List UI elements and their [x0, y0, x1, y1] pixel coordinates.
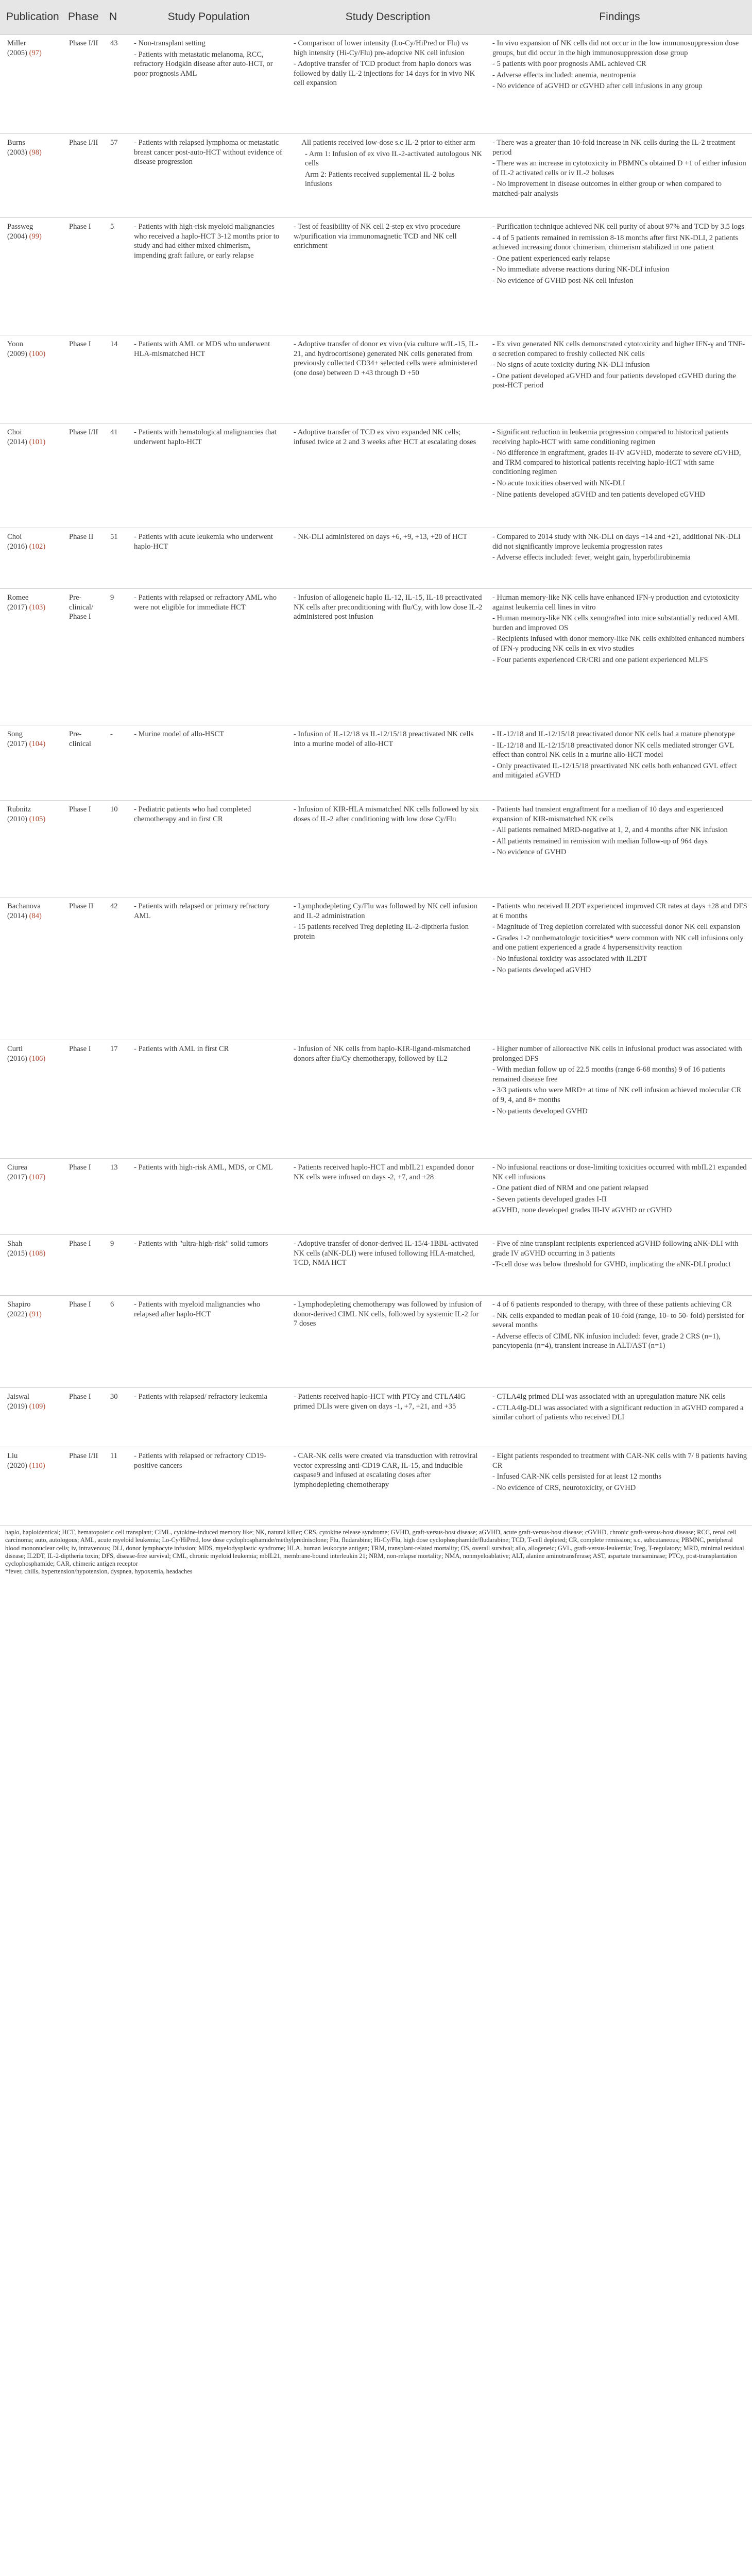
publication-year: (2009): [7, 349, 27, 358]
year-line: [7, 542, 60, 552]
finding-line: - Seven patients developed grades I-II: [492, 1195, 607, 1204]
population-line: - Murine model of allo-HSCT: [134, 730, 225, 738]
population-cell: [129, 134, 288, 218]
population-cell: [129, 589, 288, 725]
description-cell: [288, 218, 487, 335]
reference-link[interactable]: (91): [29, 1310, 42, 1318]
findings-cell: [487, 423, 752, 528]
publication-year: (2016): [7, 1054, 27, 1063]
population-cell: [129, 423, 288, 528]
description-line: - Comparison of lower intensity (Lo-Cy/HiPred or Flu) vs high intensity (Hi-Cy/Flu) pre-adoptive NK cell infusion: [294, 39, 468, 57]
finding-line: - Significant reduction in leukemia progression compared to historical patients receiving haplo-HCT with same conditioning regimen: [492, 428, 729, 446]
population-line: - Patients with AML in first CR: [134, 1045, 229, 1053]
publication-cell: [0, 1159, 64, 1235]
finding-line: - Eight patients responded to treatment with CAR-NK cells with 7/ 8 patients having CR: [492, 1452, 747, 1470]
finding-line: - No acute toxicities observed with NK-DLI: [492, 479, 625, 487]
finding-line: - In vivo expansion of NK cells did not occur in the low immunosuppression dose groups, but did occur in the high immunosuppression dose group: [492, 39, 739, 57]
n-cell: 43: [105, 35, 129, 134]
description-cell: [288, 1296, 487, 1388]
author-name: Romee: [7, 594, 29, 602]
n-cell: 11: [105, 1447, 129, 1526]
year-line: [7, 148, 60, 158]
publication-cell: [0, 801, 64, 897]
description-line: - CAR-NK cells were created via transduction with retroviral vector expressing anti-CD19 CAR, IL-15, and inducible caspase9 and infused at escalating doses after lymphodepleting chemotherapy: [294, 1452, 478, 1489]
population-cell: [129, 801, 288, 897]
author-name: Curti: [7, 1045, 23, 1053]
year-line: [7, 815, 60, 824]
finding-line: - Patients had transient engraftment for a median of 10 days and experienced expansion of KIR-mismatched NK cells: [492, 805, 724, 823]
n-cell: 57: [105, 134, 129, 218]
finding-line: - 4 of 6 patients responded to therapy, with three of these patients achieving CR: [492, 1300, 732, 1309]
year-line: [7, 911, 60, 921]
finding-line: - Ex vivo generated NK cells demonstrated cytotoxicity and higher IFN-γ and TNF-α secretion compared to freshly collected NK cells: [492, 340, 745, 358]
publication-year: (2019): [7, 1402, 27, 1411]
year-line: [7, 1461, 60, 1471]
population-line: - Patients with hematological malignancies that underwent haplo-HCT: [134, 428, 277, 446]
reference-link[interactable]: (102): [29, 542, 46, 551]
findings-cell: [487, 134, 752, 218]
publication-year: (2022): [7, 1310, 27, 1318]
description-line: - Infusion of IL-12/18 vs IL-12/15/18 preactivated NK cells into a murine model of allo-HCT: [294, 730, 474, 748]
n-cell: 41: [105, 423, 129, 528]
description-cell: [288, 423, 487, 528]
reference-link[interactable]: (103): [29, 603, 46, 612]
phase-cell: Phase I: [64, 218, 105, 335]
description-line: - Adoptive transfer of TCD ex vivo expanded NK cells; infused twice at 2 and 3 weeks after HCT at escalating doses: [294, 428, 476, 446]
publication-cell: [0, 897, 64, 1040]
population-cell: [129, 1040, 288, 1159]
publication-cell: [0, 1296, 64, 1388]
table-row: [0, 1388, 752, 1447]
finding-line: - One patient experienced early relapse: [492, 254, 610, 263]
finding-line: - There was a greater than 10-fold increase in NK cells during the IL-2 treatment period: [492, 139, 736, 157]
description-cell: [288, 801, 487, 897]
finding-line: -T-cell dose was below threshold for GVHD, implicating the aNK-DLI product: [492, 1260, 731, 1269]
finding-line: - No evidence of CRS, neurotoxicity, or GVHD: [492, 1483, 636, 1492]
finding-line: - Nine patients developed aGVHD and ten patients developed cGVHD: [492, 490, 705, 499]
findings-cell: [487, 218, 752, 335]
publication-year: (2017): [7, 1173, 27, 1181]
findings-cell: [487, 335, 752, 423]
description-line: - Lymphodepleting Cy/Flu was followed by NK cell infusion and IL-2 administration: [294, 902, 477, 920]
finding-line: - Human memory-like NK cells have enhanced IFN-γ production and cytotoxicity against leukemia cell lines in vitro: [492, 594, 739, 612]
finding-line: - No infusional reactions or dose-limiting toxicities occurred with mbIL21 expanded NK cell infusions: [492, 1163, 747, 1181]
finding-line: - All patients remained in remission with median follow-up of 964 days: [492, 837, 708, 845]
description-line: Arm 2: Patients received supplemental IL-2 bolus infusions: [305, 170, 455, 189]
description-line: - Arm 1: Infusion of ex vivo IL-2-activated autologous NK cells: [305, 149, 483, 168]
author-name: Passweg: [7, 223, 33, 231]
header-publication: Publication: [0, 0, 64, 35]
publication-cell: [0, 423, 64, 528]
finding-line: - Higher number of alloreactive NK cells in infusional product was associated with prolonged DFS: [492, 1045, 742, 1063]
finding-line: - Purification technique achieved NK cell purity of about 97% and TCD by 3.5 logs: [492, 223, 744, 231]
finding-line: - There was an increase in cytotoxicity in PBMNCs obtained D +1 of either infusion of IL-2 activated cells or iv IL-2 boluses: [492, 159, 746, 177]
finding-line: - Adverse effects of CIML NK infusion included: fever, grade 2 CRS (n=1), pancytopenia (n=4), transient increase in ALT/AST (n=1): [492, 1332, 721, 1350]
finding-line: - 3/3 patients who were MRD+ at time of NK cell infusion achieved molecular CR of 9, 4, and 8+ months: [492, 1086, 742, 1104]
finding-line: - Adverse effects included: fever, weight gain, hyperbilirubinemia: [492, 553, 691, 562]
description-line: - NK-DLI administered on days +6, +9, +13, +20 of HCT: [294, 533, 468, 541]
footnote-note: *fever, chills, hypertension/hypotension, dyspnea, hypoxemia, headaches: [5, 1568, 193, 1575]
publication-cell: [0, 218, 64, 335]
author-name: Ciurea: [7, 1163, 27, 1172]
reference-link[interactable]: (99): [29, 232, 42, 241]
findings-cell: [487, 897, 752, 1040]
n-cell: 9: [105, 589, 129, 725]
findings-cell: [487, 1159, 752, 1235]
phase-cell: Phase I/II: [64, 35, 105, 134]
description-line: All patients received low-dose s.c IL-2 prior to either arm: [301, 139, 475, 147]
description-line: - Test of feasibility of NK cell 2-step ex vivo procedure w/purification via immunomagnetic TCD and NK cell enrichment: [294, 223, 460, 250]
population-line: - Patients with relapsed lymphoma or metastatic breast cancer post-auto-HCT without evidence of disease progression: [134, 139, 282, 166]
author-name: Choi: [7, 533, 22, 541]
phase-cell: Phase I: [64, 801, 105, 897]
table-row: [0, 528, 752, 589]
publication-year: (2017): [7, 603, 27, 612]
description-cell: [288, 335, 487, 423]
table-row: [0, 134, 752, 218]
description-line: - Infusion of NK cells from haplo-KIR-ligand-mismatched donors after flu/Cy chemotherapy, followed by IL2: [294, 1045, 470, 1063]
table-row: [0, 725, 752, 801]
description-line: - 15 patients received Treg depleting IL-2-diptheria fusion protein: [294, 923, 469, 941]
finding-line: - No difference in engraftment, grades II-IV aGVHD, moderate to severe cGVHD, and TRM compared to historical patients receiving haplo-HCT with same conditioning regimen: [492, 449, 741, 477]
publication-cell: [0, 1447, 64, 1526]
reference-link[interactable]: (105): [29, 815, 46, 823]
publication-cell: [0, 589, 64, 725]
publication-year: (2014): [7, 911, 27, 920]
phase-cell: Phase II: [64, 528, 105, 589]
table-body: [0, 35, 752, 1526]
population-line: - Patients with "ultra-high-risk" solid tumors: [134, 1240, 268, 1248]
population-cell: [129, 1388, 288, 1447]
publication-cell: [0, 1040, 64, 1159]
reference-link[interactable]: (104): [29, 739, 46, 748]
publication-year: (2004): [7, 232, 27, 241]
publication-cell: [0, 528, 64, 589]
population-cell: [129, 897, 288, 1040]
year-line: [7, 603, 60, 613]
findings-cell: [487, 528, 752, 589]
publication-cell: [0, 35, 64, 134]
findings-cell: [487, 35, 752, 134]
findings-cell: [487, 1296, 752, 1388]
publication-year: (2015): [7, 1249, 27, 1258]
description-cell: [288, 725, 487, 801]
publication-cell: [0, 335, 64, 423]
finding-line: - NK cells expanded to median peak of 10-fold (range, 10- to 50- fold) persisted for several months: [492, 1311, 744, 1330]
header-study-description: Study Description: [288, 0, 487, 35]
finding-line: - No patients developed aGVHD: [492, 965, 591, 974]
table-row: [0, 218, 752, 335]
phase-cell: Phase I/II: [64, 1447, 105, 1526]
phase-cell: Phase I: [64, 1235, 105, 1296]
year-line: [7, 1249, 60, 1259]
finding-line: - Infused CAR-NK cells persisted for at least 12 months: [492, 1472, 661, 1481]
phase-cell: Phase I: [64, 335, 105, 423]
header-phase: Phase: [64, 0, 105, 35]
table-row: [0, 589, 752, 725]
publication-year: (2010): [7, 815, 27, 823]
population-line: - Patients with high-risk myeloid malignancies who received a haplo-HCT 3-12 months prior to study and had either mixed chimerism, impending graft failure, or early relapse: [134, 223, 280, 260]
finding-line: - CTLA4Ig primed DLI was associated with an upregulation mature NK cells: [492, 1393, 726, 1401]
publication-year: (2003): [7, 148, 27, 157]
finding-line: - CTLA4Ig-DLI was associated with a significant reduction in aGVHD compared a similar cohort of patients who received DLI: [492, 1403, 744, 1422]
finding-line: - Four patients experienced CR/CRi and one patient experienced MLFS: [492, 655, 708, 664]
description-line: - Adoptive transfer of donor-derived IL-15/4-1BBL-activated NK cells (aNK-DLI) were infused following HLA-matched, TCD, NMA HCT: [294, 1240, 478, 1267]
population-line: - Patients with relapsed or refractory AML who were not eligible for immediate HCT: [134, 594, 277, 612]
publication-year: (2016): [7, 542, 27, 551]
table-row: [0, 335, 752, 423]
description-line: - Adoptive transfer of donor ex vivo (via culture w/IL-15, IL-21, and hydrocortisone) generated NK cells generated from previously collected CD34+ selected cells were administered (one dose) between D +43 through D +50: [294, 340, 478, 377]
description-cell: [288, 134, 487, 218]
publication-year: (2005): [7, 48, 27, 57]
publication-cell: [0, 1235, 64, 1296]
population-line: - Pediatric patients who had completed chemotherapy and in first CR: [134, 805, 251, 823]
year-line: [7, 232, 60, 242]
reference-link[interactable]: (98): [29, 148, 42, 157]
reference-link[interactable]: (101): [29, 437, 46, 446]
year-line: [7, 739, 60, 749]
description-line: - Infusion of KIR-HLA mismatched NK cells followed by six doses of IL-2 after conditioning with low dose Cy/Flu: [294, 805, 479, 823]
reference-link[interactable]: (109): [29, 1402, 46, 1411]
population-cell: [129, 1447, 288, 1526]
publication-year: (2014): [7, 437, 27, 446]
abbreviations-text: haplo, haploidentical; HCT, hematopoietic cell transplant; CIML, cytokine-induced memory like; NK, natural killer; CRS, cytokine release syndrome; GVHD, graft-versus-host disease; aGVHD, acute graft-versus-host disease; cGVHD, chronic graft-versus-host disease; RCC, renal cell carcinoma; auto, autologous; AML, acute myeloid leukemia; Lo-Cy/HiPred, low dose cyclophosphamide/methylprednisolone; Flu, fludarabine; Hi-Cy/Flu, high dose cyclophosphamide/fludarabine; TCD, T-cell depleted; CR, complete remission; s.c, subcutaneous; PBMNC, peripheral blood mononuclear cells; iv, intravenous; DLI, donor lymphocyte infusion; MDS, myelodysplastic syndrome; HLA, human leukocyte antigen; TRM, transplant-related mortality; OS, overall survival; allo, allogeneic; GVL, graft-versus-leukemia; Treg, T-regulatory; MRD, minimal residual disease; IL2DT, IL-2-diptheria toxin; DFS, disease-free survival; CML, chronic myeloid leukemia; mbIL21, membrane-bound interleukin 21; NRM, non-relapse mortality; NMA, nonmyeloablative; ALT, alanine aminotransferase; AST, aspartate transaminase; PTCy, post-transplantation cyclophosphamide; CAR, chimeric antigen receptor: [5, 1529, 744, 1568]
n-cell: -: [105, 725, 129, 801]
author-name: Yoon: [7, 340, 23, 348]
population-cell: [129, 1296, 288, 1388]
population-cell: [129, 1235, 288, 1296]
phase-cell: Phase I: [64, 1040, 105, 1159]
population-cell: [129, 335, 288, 423]
population-line: - Patients with relapsed or primary refractory AML: [134, 902, 270, 920]
finding-line: - Patients who received IL2DT experienced improved CR rates at days +28 and DFS at 6 months: [492, 902, 747, 920]
table-header: [0, 0, 752, 35]
population-line: - Patients with high-risk AML, MDS, or CML: [134, 1163, 273, 1172]
finding-line: - Only preactivated IL-12/15/18 preactivated NK cells both enhanced GVL effect and mitigated aGVHD: [492, 761, 737, 780]
description-line: - Adoptive transfer of TCD product from haplo donors was followed by daily IL-2 injections for 14 days for in vivo NK cell expansion: [294, 60, 475, 88]
publication-cell: [0, 725, 64, 801]
header-findings: Findings: [487, 0, 752, 35]
findings-cell: [487, 725, 752, 801]
description-cell: [288, 528, 487, 589]
finding-line: - Recipients infused with donor memory-like NK cells exhibited enhanced numbers of IFN-γ producing NK cells in ex vivo studies: [492, 635, 744, 653]
finding-line: - 4 of 5 patients remained in remission 8-18 months after first NK-DLI, 2 patients achieved increasing donor chimerism, chimerism stabilized in one patient: [492, 233, 739, 252]
n-cell: 9: [105, 1235, 129, 1296]
reference-link[interactable]: (107): [29, 1173, 46, 1181]
author-name: Bachanova: [7, 902, 41, 910]
publication-year: (2020): [7, 1461, 27, 1470]
finding-line: - No signs of acute toxicity during NK-DLI infusion: [492, 361, 650, 369]
table-row: [0, 1040, 752, 1159]
description-cell: [288, 1040, 487, 1159]
n-cell: 14: [105, 335, 129, 423]
author-name: Shah: [7, 1240, 23, 1248]
description-cell: [288, 35, 487, 134]
author-name: Song: [7, 730, 23, 738]
author-name: Choi: [7, 428, 22, 436]
findings-cell: [487, 801, 752, 897]
description-cell: [288, 1447, 487, 1526]
finding-line: - With median follow up of 22.5 months (range 6-68 months) 9 of 16 patients remained disease free: [492, 1065, 725, 1083]
findings-cell: [487, 1388, 752, 1447]
population-line: - Patients with myeloid malignancies who relapsed after haplo-HCT: [134, 1300, 261, 1318]
reference-link[interactable]: (108): [29, 1249, 46, 1258]
header-n: N: [105, 0, 129, 35]
finding-line: - IL-12/18 and IL-12/15/18 preactivated donor NK cells mediated stronger GVL effect than control NK cells in a murine allo-HCT model: [492, 741, 734, 759]
table-row: [0, 897, 752, 1040]
n-cell: 6: [105, 1296, 129, 1388]
findings-cell: [487, 1447, 752, 1526]
year-line: [7, 48, 60, 58]
table-footnote: [0, 1526, 752, 1576]
finding-line: - No patients developed GVHD: [492, 1107, 588, 1115]
phase-cell: Phase II: [64, 897, 105, 1040]
population-cell: [129, 725, 288, 801]
table-row: [0, 423, 752, 528]
description-line: - Patients received haplo-HCT with PTCy and CTLA4IG primed DLIs were given on days -1, +7, +21, and +35: [294, 1393, 466, 1411]
reference-link[interactable]: (84): [29, 911, 42, 920]
finding-line: - IL-12/18 and IL-12/15/18 preactivated donor NK cells had a mature phenotype: [492, 730, 735, 738]
author-name: Liu: [7, 1452, 18, 1460]
author-name: Rubnitz: [7, 805, 31, 814]
finding-line: - Human memory-like NK cells xenografted into mice substantially reduced AML burden and improved OS: [492, 614, 740, 632]
finding-line: - No improvement in disease outcomes in either group or when compared to matched-pair analysis: [492, 180, 722, 198]
population-line: - Non-transplant setting: [134, 39, 206, 47]
finding-line: - Five of nine transplant recipients experienced aGVHD following aNK-DLI with grade IV aGVHD occurring in 3 patients: [492, 1240, 739, 1258]
author-name: Burns: [7, 139, 25, 147]
n-cell: 30: [105, 1388, 129, 1447]
year-line: [7, 437, 60, 447]
description-cell: [288, 589, 487, 725]
table-row: [0, 801, 752, 897]
finding-line: - 5 patients with poor prognosis AML achieved CR: [492, 60, 646, 69]
n-cell: 10: [105, 801, 129, 897]
population-cell: [129, 35, 288, 134]
population-cell: [129, 1159, 288, 1235]
description-line: - Lymphodepleting chemotherapy was followed by infusion of donor-derived CIML NK cells, followed by systemic IL-2 for 7 doses: [294, 1300, 482, 1328]
finding-line: - All patients remained MRD-negative at 1, 2, and 4 months after NK infusion: [492, 826, 728, 835]
phase-cell: Pre-clinical: [64, 725, 105, 801]
reference-link[interactable]: (97): [29, 48, 42, 57]
population-line: - Patients with relapsed or refractory CD19-positive cancers: [134, 1452, 266, 1470]
n-cell: 42: [105, 897, 129, 1040]
population-cell: [129, 528, 288, 589]
finding-line: - No evidence of GVHD: [492, 848, 567, 857]
description-line: - Patients received haplo-HCT and mbIL21 expanded donor NK cells were infused on days -2, +7, and +28: [294, 1163, 474, 1181]
year-line: [7, 349, 60, 359]
phase-cell: Phase I: [64, 1388, 105, 1447]
n-cell: 13: [105, 1159, 129, 1235]
phase-cell: Phase I: [64, 1159, 105, 1235]
findings-cell: [487, 1235, 752, 1296]
year-line: [7, 1310, 60, 1319]
n-cell: 51: [105, 528, 129, 589]
author-name: Miller: [7, 39, 26, 47]
reference-link[interactable]: (106): [29, 1054, 46, 1063]
population-line: - Patients with AML or MDS who underwent HLA-mismatched HCT: [134, 340, 270, 358]
phase-cell: Pre-clinical/ Phase I: [64, 589, 105, 725]
finding-line: - One patient died of NRM and one patient relapsed: [492, 1184, 648, 1193]
phase-cell: Phase I: [64, 1296, 105, 1388]
table-row: [0, 1447, 752, 1526]
population-line: - Patients with relapsed/ refractory leukemia: [134, 1393, 267, 1401]
population-line: - Patients with metastatic melanoma, RCC, refractory Hodgkin disease after auto-HCT, or poor prognosis AML: [134, 50, 273, 78]
findings-cell: [487, 1040, 752, 1159]
year-line: [7, 1054, 60, 1064]
description-cell: [288, 897, 487, 1040]
finding-line: - One patient developed aGVHD and four patients developed cGVHD during the post-HCT period: [492, 371, 736, 390]
phase-cell: Phase I/II: [64, 134, 105, 218]
publication-cell: [0, 1388, 64, 1447]
description-line: - Infusion of allogeneic haplo IL-12, IL-15, IL-18 preactivated NK cells after preconditioning with flu/Cy, with low dose IL-2 administered post infusion: [294, 594, 483, 621]
author-name: Shapiro: [7, 1300, 31, 1309]
description-cell: [288, 1159, 487, 1235]
finding-line: aGVHD, none developed grades III-IV aGVHD or cGVHD: [492, 1206, 672, 1215]
reference-link[interactable]: (110): [29, 1461, 45, 1470]
reference-link[interactable]: (100): [29, 349, 46, 358]
table-row: [0, 35, 752, 134]
finding-line: - No evidence of GVHD post-NK cell infusion: [492, 276, 634, 285]
author-name: Jaiswal: [7, 1393, 29, 1401]
findings-cell: [487, 589, 752, 725]
publication-cell: [0, 134, 64, 218]
description-cell: [288, 1235, 487, 1296]
publication-year: (2017): [7, 739, 27, 748]
header-study-population: Study Population: [129, 0, 288, 35]
finding-line: - No immediate adverse reactions during NK-DLI infusion: [492, 265, 670, 274]
n-cell: 17: [105, 1040, 129, 1159]
phase-cell: Phase I/II: [64, 423, 105, 528]
finding-line: - Adverse effects included: anemia, neutropenia: [492, 71, 636, 79]
finding-line: - Magnitude of Treg depletion correlated with successful donor NK cell expansion: [492, 923, 741, 931]
finding-line: - No evidence of aGVHD or cGVHD after cell infusions in any group: [492, 82, 703, 91]
population-cell: [129, 218, 288, 335]
n-cell: 5: [105, 218, 129, 335]
finding-line: - Compared to 2014 study with NK-DLI on days +14 and +21, additional NK-DLI did not significantly improve leukemia progression rates: [492, 533, 741, 551]
year-line: [7, 1173, 60, 1182]
table-row: [0, 1159, 752, 1235]
table-row: [0, 1296, 752, 1388]
table-row: [0, 1235, 752, 1296]
description-cell: [288, 1388, 487, 1447]
year-line: [7, 1402, 60, 1412]
finding-line: - No infusional toxicity was associated with IL2DT: [492, 954, 647, 963]
finding-line: - Grades 1-2 nonhematologic toxicities* were common with NK cell infusions only and one patient experienced a grade 4 hypersensitivity reaction: [492, 934, 744, 952]
population-line: - Patients with acute leukemia who underwent haplo-HCT: [134, 533, 273, 551]
